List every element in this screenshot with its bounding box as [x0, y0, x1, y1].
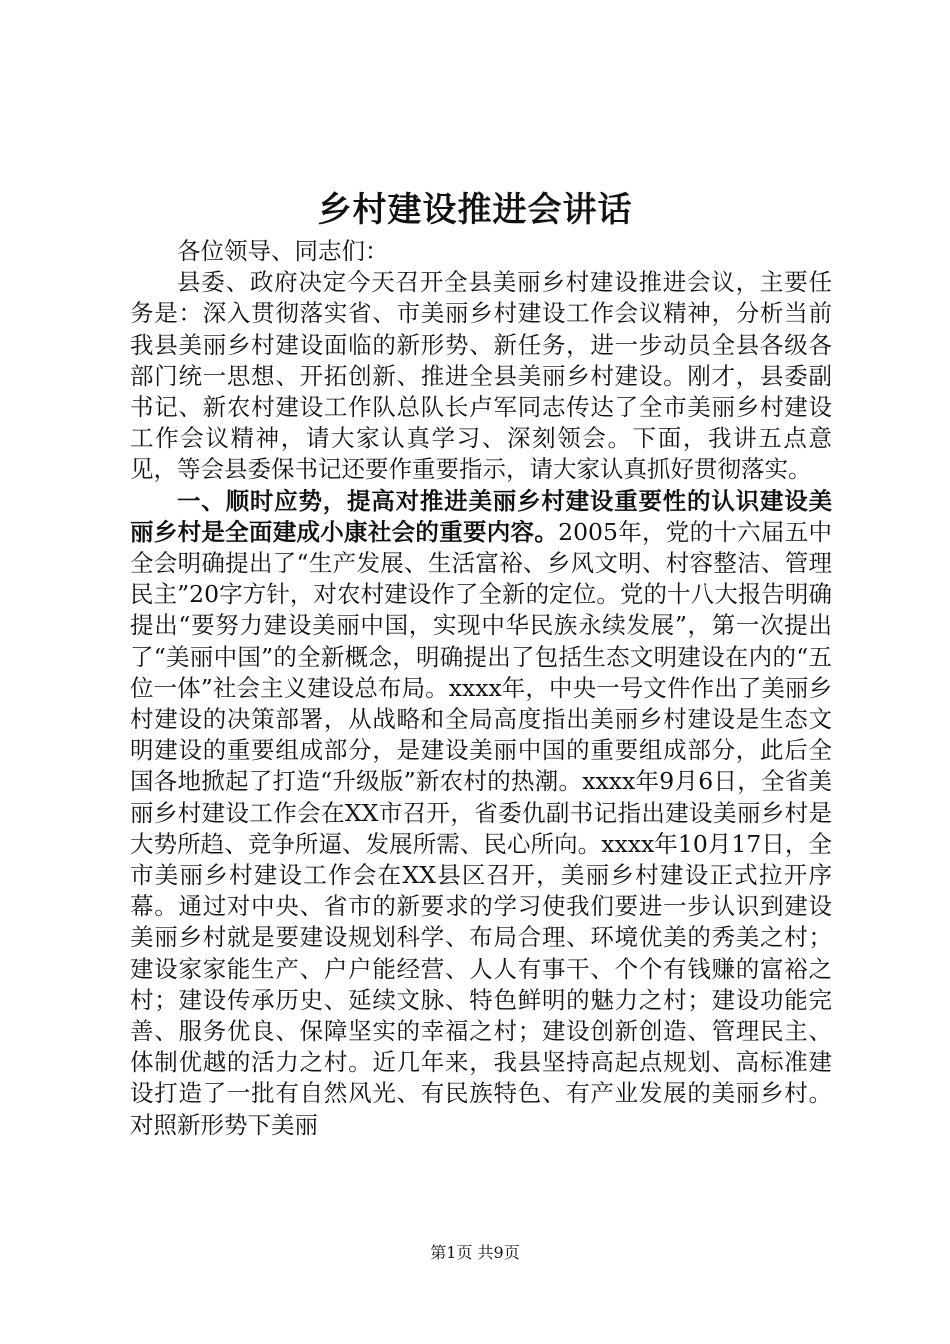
- paragraph-intro: 县委、政府决定今天召开全县美丽乡村建设推进会议，主要任务是：深入贯彻落实省、市美丽乡村建设工作会议精神，分析当前我县美丽乡村建设面临的新形势、新任务，进一步动员全县各级各部门统一思想、开拓创新、推进全县美丽乡村建设。刚才，县委副书记、新农村建设工作队总队长卢军同志传达了全市美丽乡村建设工作会议精神，请大家认真学习、深刻领会。下面，我讲五点意见，等会县委保书记还要作重要指示，请大家认真抓好贯彻落实。: [130, 268, 832, 484]
- section-body: 2005年，党的十六届五中全会明确提出了“生产发展、生活富裕、乡风文明、村容整洁、管理民主”20字方针，对农村建设作了全新的定位。党的十八大报告明确提出“要努力建设美丽中国，实现中华民族永续发展”，第一次提出了“美丽中国”的全新概念，明确提出了包括生态文明建设在内的“五位一体”社会主义建设总布局。xxxx年，中央一号文件作出了美丽乡村建设的决策部署，从战略和全局高度指出美丽乡村建设是生态文明建设的重要组成部分，是建设美丽中国的重要组成部分，此后全国各地掀起了打造“升级版”新农村的热潮。xxxx年9月6日，全省美丽乡村建设工作会在XX市召开，省委仇副书记指出建设美丽乡村是大势所趋、竞争所逼、发展所需、民心所向。xxxx年10月17日，全市美丽乡村建设工作会在XX县区召开，美丽乡村建设正式拉开序幕。通过对中央、省市的新要求的学习使我们要进一步认识到建设美丽乡村就是要建设规划科学、布局合理、环境优美的秀美之村；建设家家能生产、户户能经营、人人有事干、个个有钱赚的富裕之村；建设传承历史、延续文脉、特色鲜明的魅力之村；建设功能完善、服务优良、保障坚实的幸福之村；建设创新创造、管理民主、体制优越的活力之村。近几年来，我县坚持高起点规划、高标准建设打造了一批有自然风光、有民族特色、有产业发展的美丽乡村。对照新形势下美丽: [130, 517, 832, 1139]
- document-title: 乡村建设推进会讲话: [317, 190, 633, 230]
- salutation: 各位领导、同志们：: [177, 237, 389, 265]
- section-heading: 一、顺时应势，提高对推进美丽乡村建设重要性的认识建设美丽乡村是全面建成小康社会的重要内容。: [130, 486, 832, 546]
- document-body: [130, 236, 832, 1141]
- page-number-footer: 第1页 共9页: [430, 1243, 520, 1262]
- paragraph-section-1: [130, 486, 832, 1141]
